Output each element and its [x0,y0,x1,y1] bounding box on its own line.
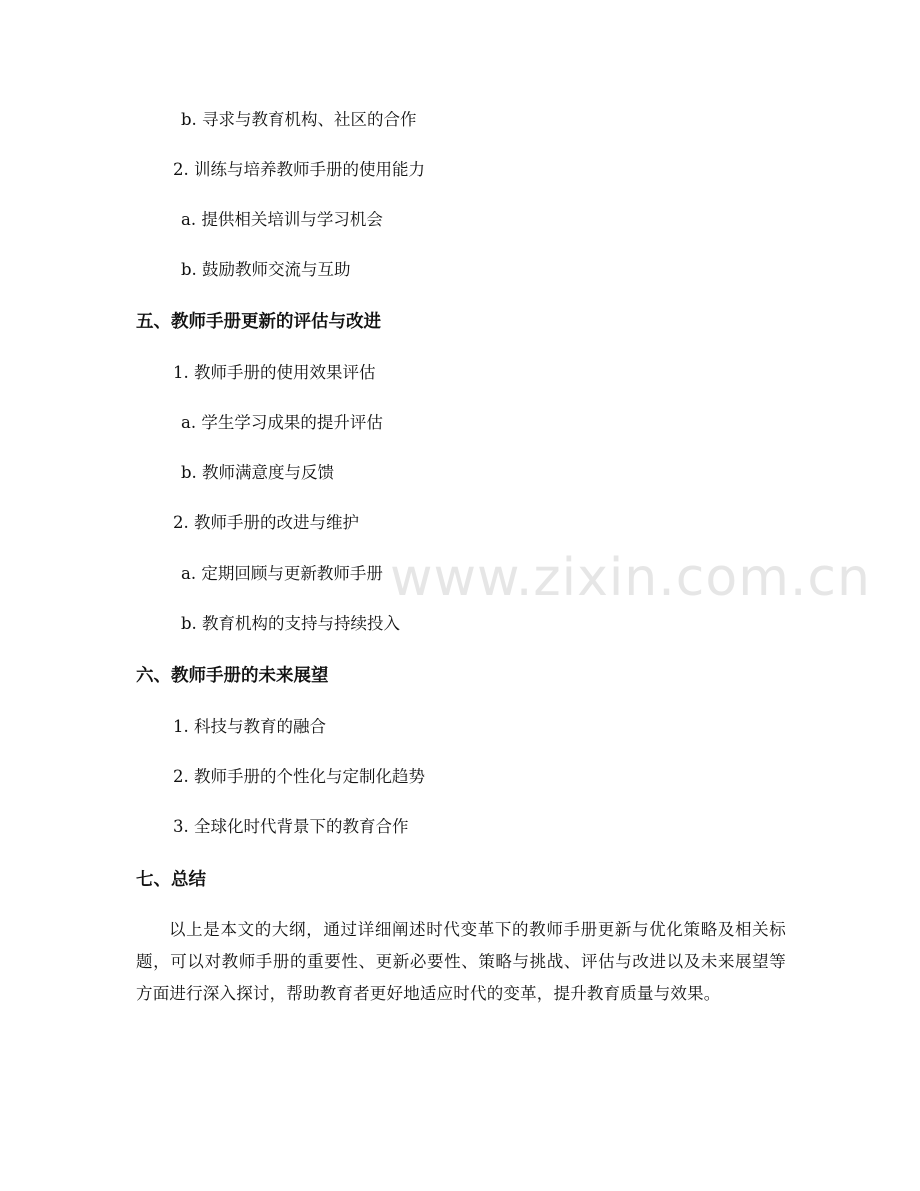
outline-item-5-1: 1. 教师手册的使用效果评估 [173,363,376,382]
summary-paragraph: 以上是本文的大纲，通过详细阐述时代变革下的教师手册更新与优化策略及相关标题，可以对教师手册的重要性、更新必要性、策略与挑战、评估与改进以及未来展望等方面进行深入探讨，帮助教育者更好地适应时代的变革，提升教育质量与效果。 [136,920,786,1003]
outline-item-6-3: 3. 全球化时代背景下的教育合作 [173,817,409,836]
section-heading-6: 六、教师手册的未来展望 [136,666,329,686]
outline-item-5-2: 2. 教师手册的改进与维护 [173,513,359,532]
outline-item-4-1-b: b. 寻求与教育机构、社区的合作 [181,110,417,129]
watermark: www.zixin.com.cn [390,548,871,608]
outline-item-5-1-a: a. 学生学习成果的提升评估 [181,413,383,432]
outline-item-5-1-b: b. 教师满意度与反馈 [181,463,335,482]
section-heading-5: 五、教师手册更新的评估与改进 [136,312,381,332]
outline-item-4-2-b: b. 鼓励教师交流与互助 [181,260,351,279]
outline-item-4-2-a: a. 提供相关培训与学习机会 [181,210,383,229]
section-heading-7: 七、总结 [136,870,206,890]
outline-item-5-2-a: a. 定期回顾与更新教师手册 [181,564,383,583]
outline-item-6-1: 1. 科技与教育的融合 [173,717,326,736]
outline-item-5-2-b: b. 教育机构的支持与持续投入 [181,614,401,633]
outline-item-6-2: 2. 教师手册的个性化与定制化趋势 [173,767,425,786]
outline-item-4-2: 2. 训练与培养教师手册的使用能力 [173,160,425,179]
